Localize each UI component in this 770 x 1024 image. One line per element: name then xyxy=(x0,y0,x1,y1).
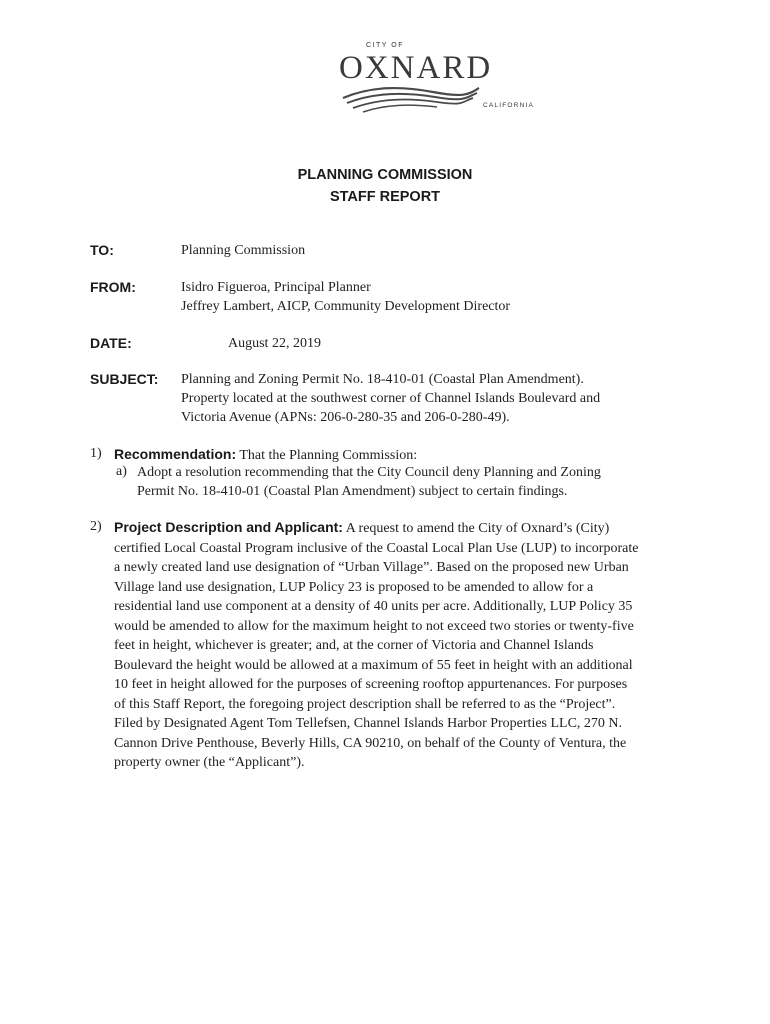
title-line-2: STAFF REPORT xyxy=(329,189,441,205)
logo-city-of: CITY OF xyxy=(366,42,404,49)
section-2-line: Filed by Designated Agent Tom Tellefsen, Channel Islands Harbor Properties LLC, 270 N. xyxy=(114,716,623,731)
section-1-number: 1) xyxy=(90,446,102,461)
section-2-line: Boulevard the height would be allowed at a maximum of 55 feet in height with an additional xyxy=(114,657,633,673)
logo-wordmark: OXNARD xyxy=(339,50,493,86)
section-2-line: Cannon Drive Penthouse, Beverly Hills, CA 90210, on behalf of the County of Ventura, the xyxy=(114,735,627,751)
wave-icon xyxy=(341,84,481,114)
from-line: Jeffrey Lambert, AICP, Community Development Director xyxy=(181,299,511,314)
from-line: Isidro Figueroa, Principal Planner xyxy=(181,280,371,295)
section-1-heading: Recommendation: xyxy=(114,446,237,462)
section-2-number: 2) xyxy=(90,519,102,534)
section-2-line: a newly created land use designation of “Urban Village”. Based on the proposed new Urban xyxy=(114,560,629,575)
section-2-line: of this Staff Report, the foregoing project description shall be referred to as the “Project”. xyxy=(114,696,616,712)
subject-line: Property located at the southwest corner of Channel Islands Boulevard and xyxy=(181,391,601,406)
subject-label: SUBJECT: xyxy=(90,371,159,387)
to-label: TO: xyxy=(90,242,114,258)
report-title xyxy=(0,164,770,208)
section-2-body xyxy=(114,518,694,773)
section-2-line: would be amended to allow for the maximum height to not exceed two stories or twenty-five xyxy=(114,618,634,634)
item-a-marker: a) xyxy=(116,464,127,479)
item-a-text xyxy=(137,463,677,501)
subject-value xyxy=(181,370,600,427)
from-label: FROM: xyxy=(90,279,136,295)
section-2-line: Village land use designation, LUP Policy 23 is proposed to be amended to allow for a xyxy=(114,579,594,595)
city-logo xyxy=(335,40,545,120)
section-2-line: certified Local Coastal Program inclusive of the Coastal Local Plan Use (LUP) to incorporate xyxy=(114,540,639,556)
section-2-line: residential land use component at a density of 40 units per acre. Additionally, LUP Policy 35 xyxy=(114,599,633,614)
date-value: August 22, 2019 xyxy=(228,336,321,351)
section-2-line: property owner (the “Applicant”). xyxy=(114,755,305,770)
logo-state: CALIFORNIA xyxy=(483,102,535,109)
section-2-line: feet in height, whichever is greater; and, at the corner of Victoria and Channel Islands xyxy=(114,638,594,653)
section-2-first-line xyxy=(114,518,694,539)
date-label: DATE: xyxy=(90,335,132,351)
subject-line: Victoria Avenue (APNs: 206-0-280-35 and 206-0-280-49). xyxy=(181,410,510,425)
to-value: Planning Commission xyxy=(181,243,306,258)
subject-line: Planning and Zoning Permit No. 18-410-01 (Coastal Plan Amendment). xyxy=(181,372,584,387)
title-line-1: PLANNING COMMISSION xyxy=(297,167,473,183)
from-value xyxy=(181,278,510,316)
item-a-line: Adopt a resolution recommending that the City Council deny Planning and Zoning xyxy=(137,465,601,480)
section-2-heading: Project Description and Applicant: xyxy=(114,519,343,535)
section-2-first-line-rest: A request to amend the City of Oxnard’s (City) xyxy=(342,521,610,536)
section-1-intro: That the Planning Commission: xyxy=(236,448,418,463)
item-a-line: Permit No. 18-410-01 (Coastal Plan Amendment) subject to certain findings. xyxy=(137,484,568,499)
section-2-line: 10 feet in height allowed for the purposes of screening rooftop appurtenances. For purposes xyxy=(114,677,628,692)
